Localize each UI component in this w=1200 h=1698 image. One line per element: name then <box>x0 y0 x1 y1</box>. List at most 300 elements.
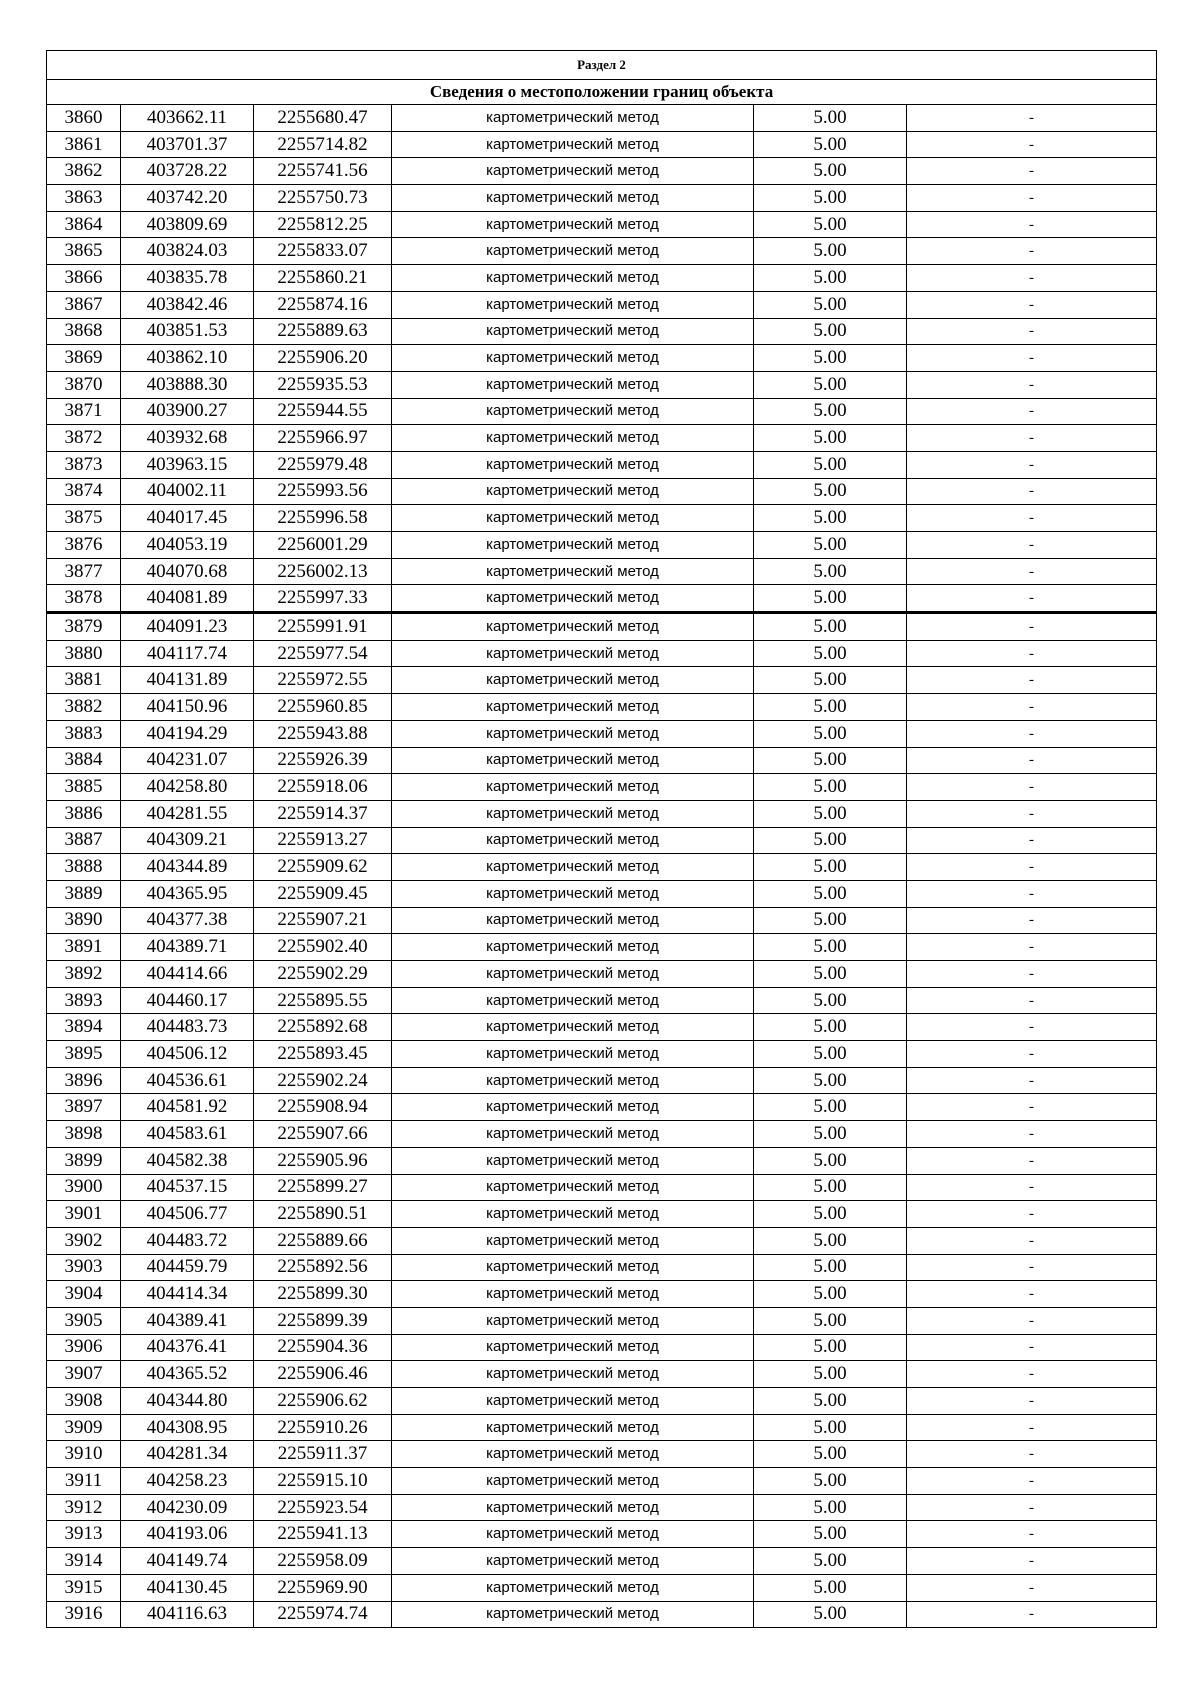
y-coordinate-cell: 2255935.53 <box>254 371 392 398</box>
point-number-cell: 3866 <box>47 265 121 292</box>
accuracy-cell: 5.00 <box>754 1147 907 1174</box>
method-cell: картометрический метод <box>392 185 754 212</box>
point-number-cell: 3865 <box>47 238 121 265</box>
method-cell: картометрический метод <box>392 265 754 292</box>
point-number-cell: 3896 <box>47 1067 121 1094</box>
table-row <box>47 558 1157 585</box>
accuracy-cell: 5.00 <box>754 1254 907 1281</box>
y-coordinate-cell: 2255874.16 <box>254 291 392 318</box>
x-coordinate-cell: 404281.34 <box>121 1441 254 1468</box>
note-cell: - <box>907 694 1157 721</box>
note-cell: - <box>907 185 1157 212</box>
note-cell: - <box>907 398 1157 425</box>
table-row <box>47 694 1157 721</box>
x-coordinate-cell: 403662.11 <box>121 105 254 132</box>
y-coordinate-cell: 2255941.13 <box>254 1521 392 1548</box>
note-cell: - <box>907 425 1157 452</box>
note-cell: - <box>907 1468 1157 1495</box>
point-number-cell: 3911 <box>47 1468 121 1495</box>
note-cell: - <box>907 211 1157 238</box>
point-number-cell: 3888 <box>47 854 121 881</box>
table-row <box>47 585 1157 613</box>
x-coordinate-cell: 404344.80 <box>121 1388 254 1415</box>
note-cell: - <box>907 1574 1157 1601</box>
x-coordinate-cell: 403932.68 <box>121 425 254 452</box>
method-cell: картометрический метод <box>392 880 754 907</box>
table-row <box>47 1334 1157 1361</box>
y-coordinate-cell: 2255914.37 <box>254 800 392 827</box>
y-coordinate-cell: 2255895.55 <box>254 987 392 1014</box>
x-coordinate-cell: 404081.89 <box>121 585 254 613</box>
x-coordinate-cell: 404194.29 <box>121 720 254 747</box>
y-coordinate-cell: 2255958.09 <box>254 1548 392 1575</box>
note-cell: - <box>907 371 1157 398</box>
point-number-cell: 3862 <box>47 158 121 185</box>
point-number-cell: 3878 <box>47 585 121 613</box>
method-cell: картометрический метод <box>392 1014 754 1041</box>
point-number-cell: 3891 <box>47 934 121 961</box>
note-cell: - <box>907 1494 1157 1521</box>
accuracy-cell: 5.00 <box>754 1041 907 1068</box>
point-number-cell: 3874 <box>47 478 121 505</box>
accuracy-cell: 5.00 <box>754 425 907 452</box>
accuracy-cell: 5.00 <box>754 720 907 747</box>
x-coordinate-cell: 404582.38 <box>121 1147 254 1174</box>
table-row <box>47 532 1157 559</box>
point-number-cell: 3898 <box>47 1121 121 1148</box>
accuracy-cell: 5.00 <box>754 1227 907 1254</box>
x-coordinate-cell: 404309.21 <box>121 827 254 854</box>
point-number-cell: 3869 <box>47 345 121 372</box>
point-number-cell: 3860 <box>47 105 121 132</box>
y-coordinate-cell: 2255889.66 <box>254 1227 392 1254</box>
method-cell: картометрический метод <box>392 451 754 478</box>
accuracy-cell: 5.00 <box>754 1067 907 1094</box>
x-coordinate-cell: 404376.41 <box>121 1334 254 1361</box>
y-coordinate-cell: 2256001.29 <box>254 532 392 559</box>
point-number-cell: 3868 <box>47 318 121 345</box>
point-number-cell: 3893 <box>47 987 121 1014</box>
x-coordinate-cell: 404193.06 <box>121 1521 254 1548</box>
table-row <box>47 1201 1157 1228</box>
note-cell: - <box>907 451 1157 478</box>
x-coordinate-cell: 404581.92 <box>121 1094 254 1121</box>
point-number-cell: 3887 <box>47 827 121 854</box>
x-coordinate-cell: 404258.80 <box>121 774 254 801</box>
accuracy-cell: 5.00 <box>754 105 907 132</box>
method-cell: картометрический метод <box>392 987 754 1014</box>
accuracy-cell: 5.00 <box>754 1441 907 1468</box>
table-row <box>47 211 1157 238</box>
point-number-cell: 3894 <box>47 1014 121 1041</box>
table-row <box>47 747 1157 774</box>
table-row <box>47 1441 1157 1468</box>
method-cell: картометрический метод <box>392 854 754 881</box>
note-cell: - <box>907 1281 1157 1308</box>
y-coordinate-cell: 2255909.45 <box>254 880 392 907</box>
table-row <box>47 265 1157 292</box>
table-row <box>47 425 1157 452</box>
x-coordinate-cell: 403701.37 <box>121 131 254 158</box>
note-cell: - <box>907 934 1157 961</box>
point-number-cell: 3881 <box>47 667 121 694</box>
x-coordinate-cell: 404537.15 <box>121 1174 254 1201</box>
table-row <box>47 185 1157 212</box>
note-cell: - <box>907 613 1157 641</box>
method-cell: картометрический метод <box>392 505 754 532</box>
table-row <box>47 854 1157 881</box>
method-cell: картометрический метод <box>392 131 754 158</box>
x-coordinate-cell: 404150.96 <box>121 694 254 721</box>
y-coordinate-cell: 2255889.63 <box>254 318 392 345</box>
table-row <box>47 880 1157 907</box>
y-coordinate-cell: 2255902.29 <box>254 961 392 988</box>
method-cell: картометрический метод <box>392 585 754 613</box>
y-coordinate-cell: 2255892.68 <box>254 1014 392 1041</box>
method-cell: картометрический метод <box>392 291 754 318</box>
note-cell: - <box>907 907 1157 934</box>
x-coordinate-cell: 404281.55 <box>121 800 254 827</box>
table-row <box>47 1067 1157 1094</box>
method-cell: картометрический метод <box>392 238 754 265</box>
y-coordinate-cell: 2255714.82 <box>254 131 392 158</box>
table-row <box>47 1388 1157 1415</box>
table-row <box>47 1601 1157 1628</box>
x-coordinate-cell: 404258.23 <box>121 1468 254 1495</box>
point-number-cell: 3900 <box>47 1174 121 1201</box>
y-coordinate-cell: 2255923.54 <box>254 1494 392 1521</box>
y-coordinate-cell: 2255899.39 <box>254 1307 392 1334</box>
point-number-cell: 3892 <box>47 961 121 988</box>
note-cell: - <box>907 585 1157 613</box>
point-number-cell: 3884 <box>47 747 121 774</box>
table-title-row <box>47 80 1157 105</box>
method-cell: картометрический метод <box>392 1094 754 1121</box>
accuracy-cell: 5.00 <box>754 1201 907 1228</box>
x-coordinate-cell: 404230.09 <box>121 1494 254 1521</box>
y-coordinate-cell: 2255890.51 <box>254 1201 392 1228</box>
point-number-cell: 3879 <box>47 613 121 641</box>
point-number-cell: 3877 <box>47 558 121 585</box>
point-number-cell: 3912 <box>47 1494 121 1521</box>
note-cell: - <box>907 1201 1157 1228</box>
x-coordinate-cell: 404231.07 <box>121 747 254 774</box>
table-row <box>47 398 1157 425</box>
point-number-cell: 3907 <box>47 1361 121 1388</box>
x-coordinate-cell: 403824.03 <box>121 238 254 265</box>
note-cell: - <box>907 1254 1157 1281</box>
accuracy-cell: 5.00 <box>754 1388 907 1415</box>
y-coordinate-cell: 2255860.21 <box>254 265 392 292</box>
table-row <box>47 774 1157 801</box>
y-coordinate-cell: 2255974.74 <box>254 1601 392 1628</box>
note-cell: - <box>907 854 1157 881</box>
point-number-cell: 3901 <box>47 1201 121 1228</box>
y-coordinate-cell: 2255996.58 <box>254 505 392 532</box>
table-row <box>47 1494 1157 1521</box>
accuracy-cell: 5.00 <box>754 1548 907 1575</box>
method-cell: картометрический метод <box>392 1174 754 1201</box>
table-row <box>47 505 1157 532</box>
method-cell: картометрический метод <box>392 1468 754 1495</box>
table-row <box>47 1468 1157 1495</box>
y-coordinate-cell: 2255918.06 <box>254 774 392 801</box>
accuracy-cell: 5.00 <box>754 185 907 212</box>
method-cell: картометрический метод <box>392 1334 754 1361</box>
y-coordinate-cell: 2255892.56 <box>254 1254 392 1281</box>
point-number-cell: 3870 <box>47 371 121 398</box>
x-coordinate-cell: 404414.34 <box>121 1281 254 1308</box>
point-number-cell: 3905 <box>47 1307 121 1334</box>
accuracy-cell: 5.00 <box>754 211 907 238</box>
x-coordinate-cell: 404583.61 <box>121 1121 254 1148</box>
table-title: Сведения о местоположении границ объекта <box>47 80 1157 105</box>
method-cell: картометрический метод <box>392 345 754 372</box>
accuracy-cell: 5.00 <box>754 1014 907 1041</box>
y-coordinate-cell: 2255979.48 <box>254 451 392 478</box>
y-coordinate-cell: 2255812.25 <box>254 211 392 238</box>
x-coordinate-cell: 404414.66 <box>121 961 254 988</box>
accuracy-cell: 5.00 <box>754 1361 907 1388</box>
y-coordinate-cell: 2255972.55 <box>254 667 392 694</box>
y-coordinate-cell: 2255750.73 <box>254 185 392 212</box>
accuracy-cell: 5.00 <box>754 667 907 694</box>
note-cell: - <box>907 1014 1157 1041</box>
note-cell: - <box>907 1521 1157 1548</box>
note-cell: - <box>907 238 1157 265</box>
note-cell: - <box>907 720 1157 747</box>
method-cell: картометрический метод <box>392 1281 754 1308</box>
note-cell: - <box>907 318 1157 345</box>
method-cell: картометрический метод <box>392 105 754 132</box>
point-number-cell: 3915 <box>47 1574 121 1601</box>
accuracy-cell: 5.00 <box>754 1174 907 1201</box>
method-cell: картометрический метод <box>392 1574 754 1601</box>
note-cell: - <box>907 1361 1157 1388</box>
table-row <box>47 478 1157 505</box>
method-cell: картометрический метод <box>392 667 754 694</box>
note-cell: - <box>907 265 1157 292</box>
x-coordinate-cell: 403742.20 <box>121 185 254 212</box>
point-number-cell: 3861 <box>47 131 121 158</box>
table-row <box>47 1227 1157 1254</box>
y-coordinate-cell: 2255966.97 <box>254 425 392 452</box>
accuracy-cell: 5.00 <box>754 1521 907 1548</box>
y-coordinate-cell: 2255910.26 <box>254 1414 392 1441</box>
method-cell: картометрический метод <box>392 747 754 774</box>
x-coordinate-cell: 404460.17 <box>121 987 254 1014</box>
table-row <box>47 318 1157 345</box>
table-row <box>47 238 1157 265</box>
accuracy-cell: 5.00 <box>754 158 907 185</box>
table-row <box>47 1361 1157 1388</box>
point-number-cell: 3883 <box>47 720 121 747</box>
table-row <box>47 1041 1157 1068</box>
note-cell: - <box>907 105 1157 132</box>
y-coordinate-cell: 2255906.46 <box>254 1361 392 1388</box>
y-coordinate-cell: 2255997.33 <box>254 585 392 613</box>
method-cell: картометрический метод <box>392 1307 754 1334</box>
x-coordinate-cell: 404377.38 <box>121 907 254 934</box>
y-coordinate-cell: 2255944.55 <box>254 398 392 425</box>
method-cell: картометрический метод <box>392 694 754 721</box>
table-row <box>47 1414 1157 1441</box>
y-coordinate-cell: 2255680.47 <box>254 105 392 132</box>
method-cell: картометрический метод <box>392 425 754 452</box>
x-coordinate-cell: 403851.53 <box>121 318 254 345</box>
point-number-cell: 3914 <box>47 1548 121 1575</box>
x-coordinate-cell: 404506.77 <box>121 1201 254 1228</box>
table-body <box>47 51 1157 1628</box>
method-cell: картометрический метод <box>392 158 754 185</box>
method-cell: картометрический метод <box>392 558 754 585</box>
accuracy-cell: 5.00 <box>754 398 907 425</box>
accuracy-cell: 5.00 <box>754 291 907 318</box>
accuracy-cell: 5.00 <box>754 747 907 774</box>
point-number-cell: 3889 <box>47 880 121 907</box>
accuracy-cell: 5.00 <box>754 558 907 585</box>
x-coordinate-cell: 404070.68 <box>121 558 254 585</box>
note-cell: - <box>907 158 1157 185</box>
x-coordinate-cell: 404130.45 <box>121 1574 254 1601</box>
method-cell: картометрический метод <box>392 1521 754 1548</box>
x-coordinate-cell: 403809.69 <box>121 211 254 238</box>
x-coordinate-cell: 404344.89 <box>121 854 254 881</box>
method-cell: картометрический метод <box>392 774 754 801</box>
table-row <box>47 1307 1157 1334</box>
method-cell: картометрический метод <box>392 907 754 934</box>
method-cell: картометрический метод <box>392 720 754 747</box>
x-coordinate-cell: 404131.89 <box>121 667 254 694</box>
accuracy-cell: 5.00 <box>754 585 907 613</box>
table-row <box>47 934 1157 961</box>
y-coordinate-cell: 2255899.30 <box>254 1281 392 1308</box>
point-number-cell: 3885 <box>47 774 121 801</box>
note-cell: - <box>907 747 1157 774</box>
table-row <box>47 640 1157 667</box>
point-number-cell: 3871 <box>47 398 121 425</box>
note-cell: - <box>907 961 1157 988</box>
table-row <box>47 1174 1157 1201</box>
point-number-cell: 3902 <box>47 1227 121 1254</box>
method-cell: картометрический метод <box>392 1601 754 1628</box>
y-coordinate-cell: 2255907.21 <box>254 907 392 934</box>
y-coordinate-cell: 2255741.56 <box>254 158 392 185</box>
y-coordinate-cell: 2255902.40 <box>254 934 392 961</box>
x-coordinate-cell: 404506.12 <box>121 1041 254 1068</box>
y-coordinate-cell: 2255907.66 <box>254 1121 392 1148</box>
accuracy-cell: 5.00 <box>754 987 907 1014</box>
point-number-cell: 3890 <box>47 907 121 934</box>
table-row <box>47 1574 1157 1601</box>
point-number-cell: 3906 <box>47 1334 121 1361</box>
note-cell: - <box>907 1441 1157 1468</box>
method-cell: картометрический метод <box>392 1041 754 1068</box>
x-coordinate-cell: 404002.11 <box>121 478 254 505</box>
point-number-cell: 3867 <box>47 291 121 318</box>
x-coordinate-cell: 403900.27 <box>121 398 254 425</box>
table-row <box>47 1548 1157 1575</box>
y-coordinate-cell: 2255977.54 <box>254 640 392 667</box>
table-row <box>47 987 1157 1014</box>
point-number-cell: 3880 <box>47 640 121 667</box>
method-cell: картометрический метод <box>392 398 754 425</box>
method-cell: картометрический метод <box>392 613 754 641</box>
accuracy-cell: 5.00 <box>754 1414 907 1441</box>
accuracy-cell: 5.00 <box>754 451 907 478</box>
point-number-cell: 3899 <box>47 1147 121 1174</box>
x-coordinate-cell: 404536.61 <box>121 1067 254 1094</box>
method-cell: картометрический метод <box>392 1121 754 1148</box>
accuracy-cell: 5.00 <box>754 1307 907 1334</box>
table-row <box>47 1014 1157 1041</box>
table-row <box>47 158 1157 185</box>
point-number-cell: 3875 <box>47 505 121 532</box>
table-row <box>47 961 1157 988</box>
point-number-cell: 3895 <box>47 1041 121 1068</box>
x-coordinate-cell: 403862.10 <box>121 345 254 372</box>
method-cell: картометрический метод <box>392 371 754 398</box>
y-coordinate-cell: 2255915.10 <box>254 1468 392 1495</box>
table-row <box>47 1147 1157 1174</box>
accuracy-cell: 5.00 <box>754 1574 907 1601</box>
x-coordinate-cell: 404459.79 <box>121 1254 254 1281</box>
accuracy-cell: 5.00 <box>754 505 907 532</box>
y-coordinate-cell: 2255911.37 <box>254 1441 392 1468</box>
method-cell: картометрический метод <box>392 800 754 827</box>
note-cell: - <box>907 1094 1157 1121</box>
note-cell: - <box>907 774 1157 801</box>
x-coordinate-cell: 404365.95 <box>121 880 254 907</box>
point-number-cell: 3864 <box>47 211 121 238</box>
accuracy-cell: 5.00 <box>754 1121 907 1148</box>
accuracy-cell: 5.00 <box>754 1494 907 1521</box>
method-cell: картометрический метод <box>392 1548 754 1575</box>
note-cell: - <box>907 1601 1157 1628</box>
note-cell: - <box>907 505 1157 532</box>
table-row <box>47 1281 1157 1308</box>
point-number-cell: 3916 <box>47 1601 121 1628</box>
point-number-cell: 3903 <box>47 1254 121 1281</box>
y-coordinate-cell: 2255906.62 <box>254 1388 392 1415</box>
point-number-cell: 3897 <box>47 1094 121 1121</box>
table-row <box>47 1521 1157 1548</box>
note-cell: - <box>907 800 1157 827</box>
point-number-cell: 3873 <box>47 451 121 478</box>
note-cell: - <box>907 1041 1157 1068</box>
x-coordinate-cell: 403728.22 <box>121 158 254 185</box>
point-number-cell: 3904 <box>47 1281 121 1308</box>
table-row <box>47 800 1157 827</box>
note-cell: - <box>907 345 1157 372</box>
point-number-cell: 3909 <box>47 1414 121 1441</box>
note-cell: - <box>907 1174 1157 1201</box>
accuracy-cell: 5.00 <box>754 265 907 292</box>
y-coordinate-cell: 2255893.45 <box>254 1041 392 1068</box>
accuracy-cell: 5.00 <box>754 640 907 667</box>
table-row <box>47 345 1157 372</box>
y-coordinate-cell: 2256002.13 <box>254 558 392 585</box>
section-header-row <box>47 51 1157 80</box>
accuracy-cell: 5.00 <box>754 131 907 158</box>
accuracy-cell: 5.00 <box>754 934 907 961</box>
accuracy-cell: 5.00 <box>754 880 907 907</box>
accuracy-cell: 5.00 <box>754 1601 907 1628</box>
method-cell: картометрический метод <box>392 934 754 961</box>
y-coordinate-cell: 2255902.24 <box>254 1067 392 1094</box>
y-coordinate-cell: 2255969.90 <box>254 1574 392 1601</box>
y-coordinate-cell: 2255908.94 <box>254 1094 392 1121</box>
